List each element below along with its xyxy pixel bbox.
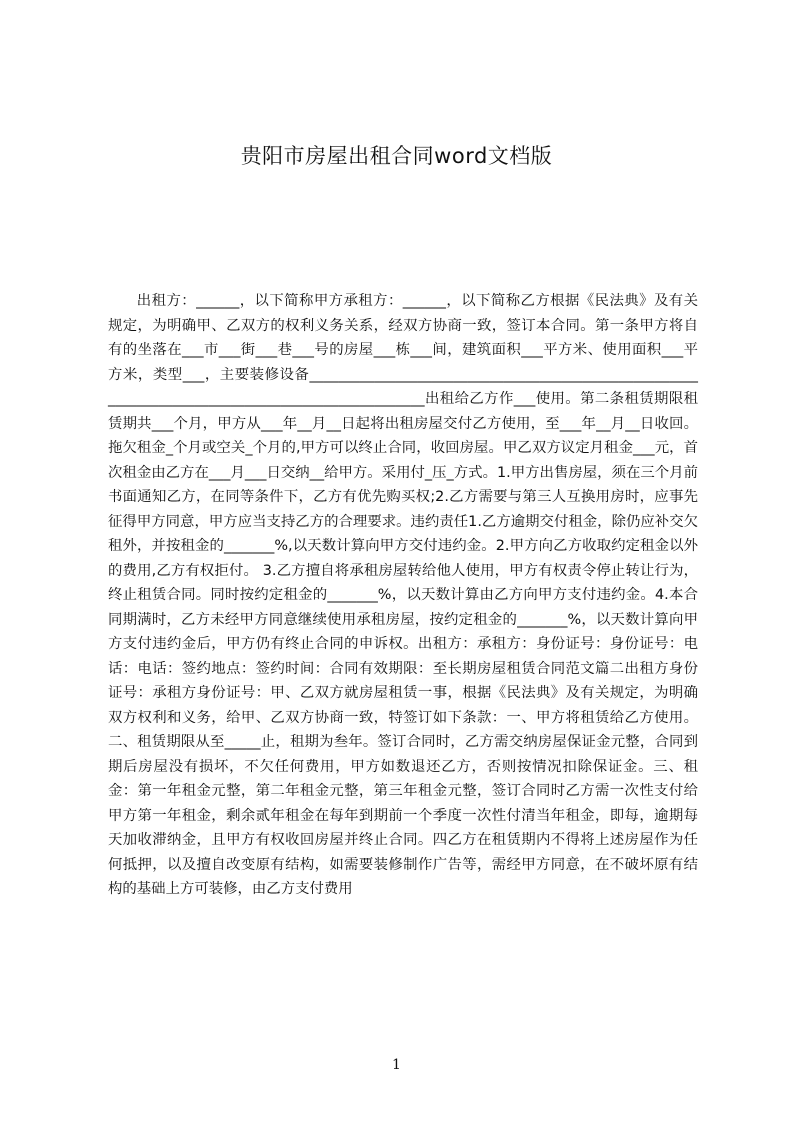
page-number: 1 [392,1057,401,1073]
document-title: 贵阳市房屋出租合同word文档版 [240,144,553,168]
contract-body [108,289,698,897]
contract-paragraph: 出租方：______，以下简称甲方承租方：______，以下简称乙方根据《民法典》及有关规定，为明确甲、乙双方的权利义务关系，经双方协商一致，签订本合同。第一条甲方将自有的坐落在___市___街___巷___号的房屋___栋___间，建筑面积___平方米、使用面积___平方米，类型___，主要装修设备__________________________________________________________________________________________________出租给乙方作___使用。第二条租赁期限租赁期共___个月，甲方从___年__月__日起将出租房屋交付乙方使用，至___年__月__日收回。拖欠租金_个月或空关_个月的,甲方可以终止合同，收回房屋。甲乙双方议定月租金___元，首次租金由乙方在___月___日交纳__给甲方。采用付_压_方式。1.甲方出售房屋，须在三个月前书面通知乙方，在同等条件下，乙方有优先购买权;2.乙方需要与第三人互换用房时，应事先征得甲方同意，甲方应当支持乙方的合理要求。违约责任1.乙方逾期交付租金，除仍应补交欠租外，并按租金的_______%,以天数计算向甲方交付违约金。2.甲方向乙方收取约定租金以外的费用,乙方有权拒付。 3.乙方擅自将承租房屋转给他人使用，甲方有权责令停止转让行为，终止租赁合同。同时按约定租金的_______%，以天数计算由乙方向甲方支付违约金。4.本合同期满时，乙方未经甲方同意继续使用承租房屋，按约定租金的_______%，以天数计算向甲方支付违约金后，甲方仍有终止合同的申诉权。出租方：承租方：身份证号：身份证号：电话：电话：签约地点：签约时间：合同有效期限：至长期房屋租赁合同范文篇二出租方身份证号：承租方身份证号：甲、乙双方就房屋租赁一事，根据《民法典》及有关规定，为明确双方权利和义务，给甲、乙双方协商一致，特签订如下条款：一、甲方将租赁给乙方使用。二、租赁期限从至_____止，租期为叁年。签订合同时，乙方需交纳房屋保证金元整，合同到期后房屋没有损坏，不欠任何费用，甲方如数退还乙方，否则按情况扣除保证金。三、租金：第一年租金元整，第二年租金元整，第三年租金元整，签订合同时乙方需一次性支付给甲方第一年租金，剩余贰年租金在每年到期前一个季度一次性付清当年租金，即每，逾期每天加收滞纳金，且甲方有权收回房屋并终止合同。四乙方在租赁期内不得将上述房屋作为任何抵押，以及擅自改变原有结构，如需要装修制作广告等，需经甲方同意，在不破坏原有结构的基础上方可装修，由乙方支付费用 [108,293,698,897]
